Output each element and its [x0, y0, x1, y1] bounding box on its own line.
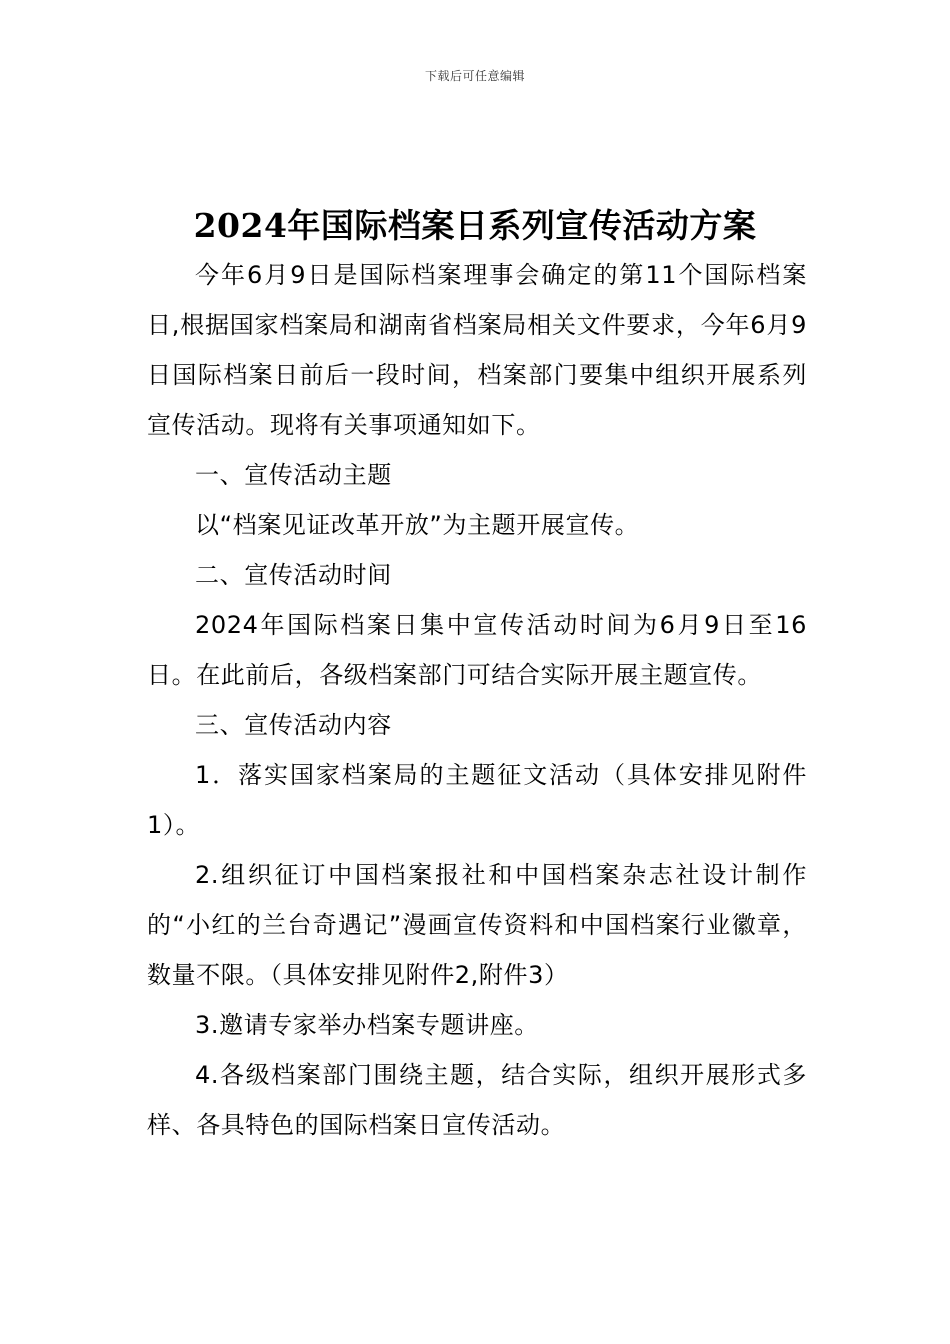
header-note: 下载后可任意编辑 [424, 69, 525, 83]
content-item-3: 3.邀请专家举办档案专题讲座。 [195, 1011, 539, 1039]
content-item-1: 1．落实国家档案局的主题征文活动（具体安排见附件1）。 [147, 761, 807, 839]
section-heading-theme: 一、宣传活动主题 [195, 461, 392, 489]
time-paragraph: 2024年国际档案日集中宣传活动时间为6月9日至16日。在此前后，各级档案部门可结合实际开展主题宣传。 [147, 611, 807, 689]
document-body [147, 250, 807, 1150]
document-title: 2024年国际档案日系列宣传活动方案 [193, 206, 757, 246]
content-item-2: 2.组织征订中国档案报社和中国档案杂志社设计制作的“小红的兰台奇遇记”漫画宣传资料和中国档案行业徽章，数量不限。（具体安排见附件2,附件3） [147, 861, 807, 989]
section-heading-time: 二、宣传活动时间 [195, 561, 392, 589]
intro-paragraph: 今年6月9日是国际档案理事会确定的第11个国际档案日,根据国家档案局和湖南省档案局相关文件要求，今年6月9日国际档案日前后一段时间，档案部门要集中组织开展系列宣传活动。现将有关事项通知如下。 [147, 261, 807, 439]
content-item-4: 4.各级档案部门围绕主题，结合实际，组织开展形式多样、各具特色的国际档案日宣传活动。 [147, 1061, 807, 1139]
section-heading-content: 三、宣传活动内容 [195, 711, 392, 739]
theme-paragraph: 以“档案见证改革开放”为主题开展宣传。 [195, 511, 640, 539]
